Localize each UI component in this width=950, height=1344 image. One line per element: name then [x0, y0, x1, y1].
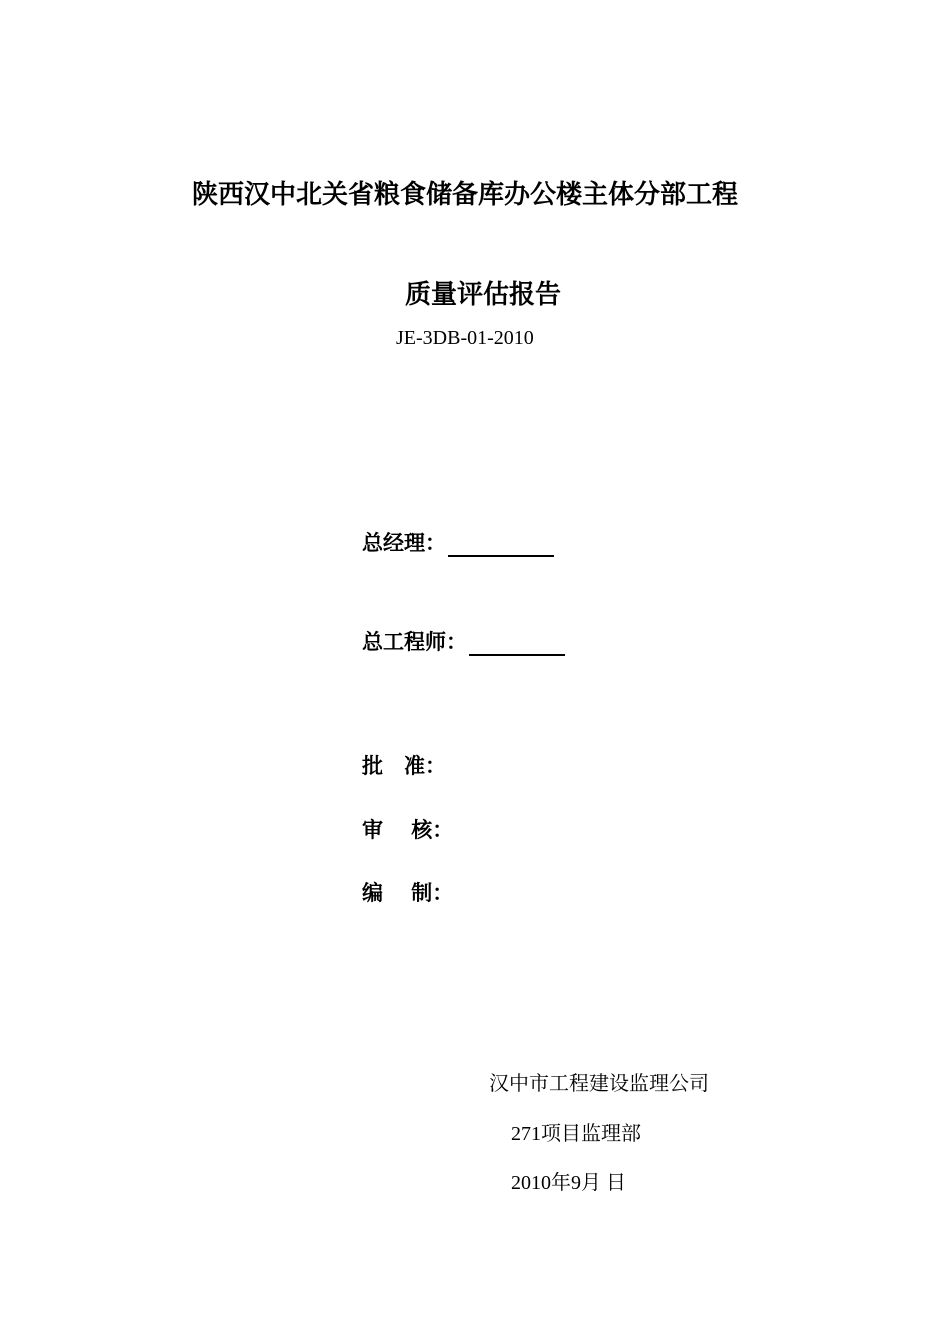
compile-label: 编 制： [362, 880, 454, 905]
review-label: 审 核： [362, 817, 454, 842]
footer-date: 2010年9月 日 [511, 1172, 626, 1194]
report-title-project: 陕西汉中北关省粮食储备库办公楼主体分部工程 [191, 180, 738, 210]
report-title-type: 质量评估报告 [404, 280, 561, 310]
compile-signature [362, 877, 453, 907]
chief-engineer-signature [362, 626, 565, 656]
general-manager-label: 总经理： [362, 530, 446, 555]
footer-company-name: 汉中市工程建设监理公司 [489, 1073, 709, 1095]
document-code: JE-3DB-01-2010 [396, 327, 534, 349]
chief-engineer-label: 总工程师： [362, 629, 467, 654]
approve-label: 批 准： [362, 753, 446, 778]
chief-engineer-blank [469, 632, 565, 656]
approve-signature [362, 750, 446, 780]
review-signature [362, 814, 453, 844]
general-manager-blank [448, 533, 554, 557]
footer-department: 271项目监理部 [511, 1123, 641, 1145]
general-manager-signature [362, 527, 554, 557]
